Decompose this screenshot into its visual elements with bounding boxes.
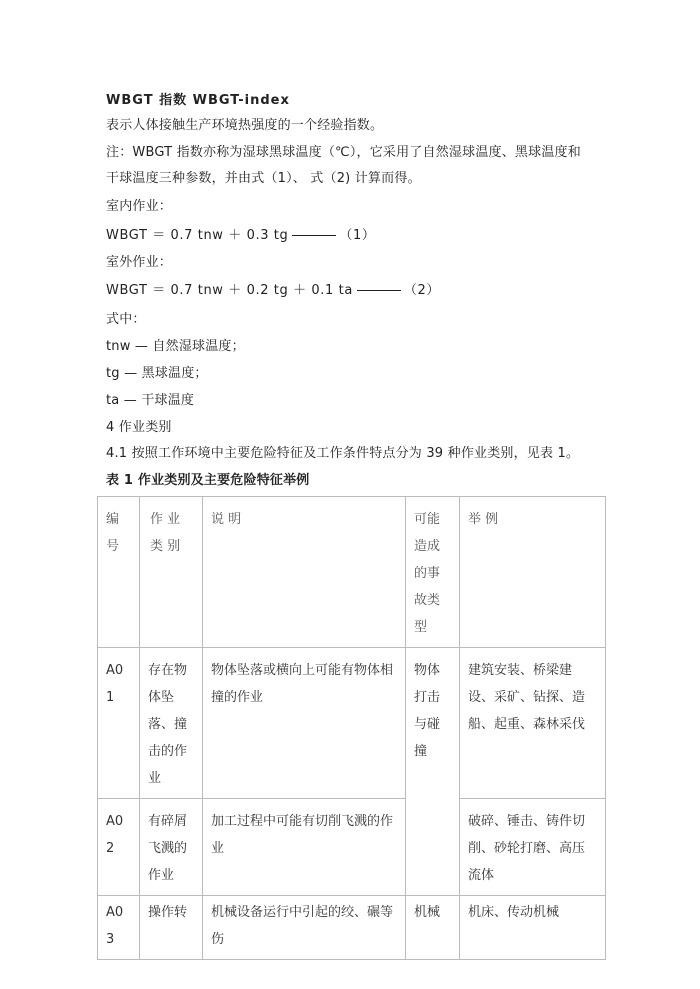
indoor-label: 室内作业： [106,199,173,214]
table-row [98,648,606,799]
row-category: 操作转 [140,896,203,960]
header-description: 说 明 [203,497,406,648]
formula-2-tag: （2） [403,283,440,298]
row-example: 建筑安装、桥梁建设、采矿、钻探、造船、起重、森林采伐 [460,648,606,799]
where-label: 式中： [106,312,146,327]
formula-2-leader [357,290,401,291]
outdoor-label: 室外作业： [106,255,173,270]
table-caption: 表 1 作业类别及主要危险特征举例 [106,473,310,488]
table-header-row [98,497,606,648]
hazard-table [97,496,606,960]
row-category: 存在物体坠落、撞击的作业 [140,648,203,799]
definition-tnw: tnw — 自然湿球温度； [106,339,245,354]
formula-2 [106,282,440,300]
table-row [98,896,606,960]
formula-1-tag: （1） [339,228,376,243]
row-code: A03 [98,896,140,960]
definition-tg: tg — 黑球温度； [106,366,208,381]
wbgt-heading: WBGT 指数 WBGT-index [106,93,290,108]
section-text: 4.1 按照工作环境中主要危险特征及工作条件特点分为 39 种作业类别，见表 1。 [106,446,580,461]
row-example: 破碎、锤击、铸件切削、砂轮打磨、高压流体 [460,799,606,896]
wbgt-definition: 表示人体接触生产环境热强度的一个经验指数。 [106,118,384,133]
definition-ta: ta — 干球温度 [106,393,195,408]
row-description: 加工过程中可能有切削飞溅的作业 [203,799,406,896]
row-category: 有碎屑飞溅的作业 [140,799,203,896]
header-code: 编号 [98,497,140,648]
row-description: 机械设备运行中引起的绞、碾等伤 [203,896,406,960]
header-category: 作 业 类 别 [140,497,203,648]
row-code: A01 [98,648,140,799]
row-example: 机床、传动机械 [460,896,606,960]
formula-1-expr: WBGT ＝ 0.7 tnw ＋ 0.3 tg [106,228,289,243]
formula-1-leader [292,235,336,236]
table-row [98,799,606,896]
row-accident: 机械 [406,896,460,960]
header-example: 举 例 [460,497,606,648]
formula-2-expr: WBGT ＝ 0.7 tnw ＋ 0.2 tg ＋ 0.1 ta [106,283,353,298]
formula-1 [106,227,375,245]
row-accident: 物体打击与碰撞 [406,648,460,896]
header-accident: 可能造成的事故类型 [406,497,460,648]
wbgt-note: 注：WBGT 指数亦称为湿球黑球温度（℃），它采用了自然湿球温度、黑球温度和干球温度三种参数，并由式（1）、 式（2) 计算而得。 [106,145,581,186]
row-description: 物体坠落或横向上可能有物体相撞的作业 [203,648,406,799]
section-title: 4 作业类别 [106,420,172,435]
row-code: A02 [98,799,140,896]
